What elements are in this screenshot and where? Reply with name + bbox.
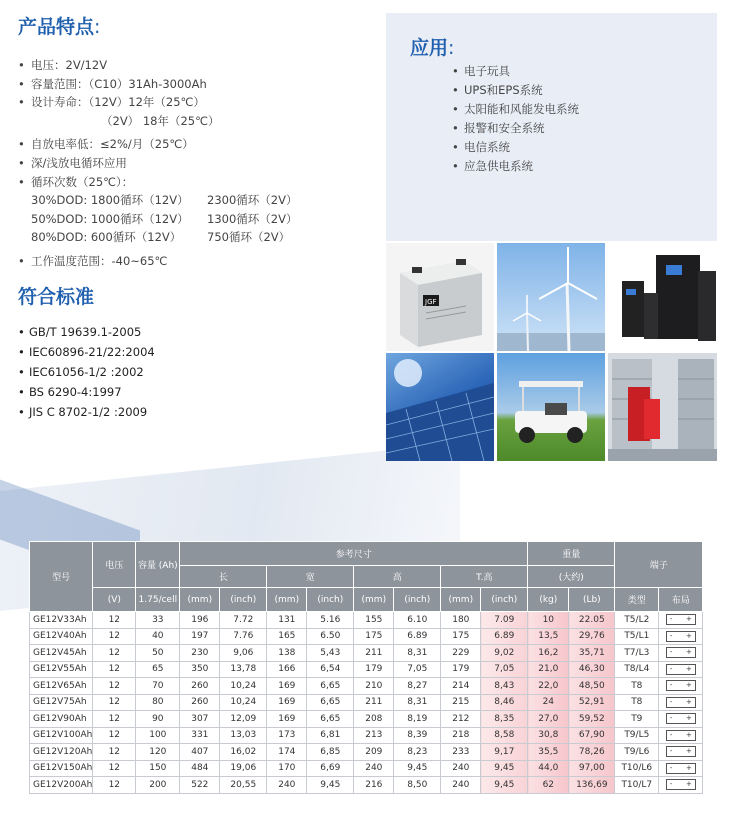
- table-cell: T10/L7: [615, 777, 659, 794]
- table-cell: 165: [267, 628, 307, 645]
- table-cell: 8,58: [481, 727, 528, 744]
- terminal-plus-sign: +: [685, 631, 692, 640]
- table-row: [30, 711, 703, 728]
- terminal-minus-sign: -: [669, 730, 673, 739]
- table-cell: 6.89: [394, 628, 441, 645]
- table-cell: 59,52: [569, 711, 615, 728]
- table-cell: GE12V55Ah: [30, 661, 93, 678]
- terminal-plus-sign: +: [685, 648, 692, 657]
- standards-list: [18, 322, 318, 422]
- table-cell: 16,02: [220, 744, 267, 761]
- energy-storage-photo: [608, 353, 717, 461]
- table-cell: 522: [180, 777, 220, 794]
- table-cell: 208: [354, 711, 394, 728]
- table-cell: T7/L3: [615, 645, 659, 662]
- terminal-layout-cell: [659, 777, 703, 794]
- terminal-plus-sign: +: [685, 697, 692, 706]
- table-cell: 6,81: [307, 727, 354, 744]
- table-cell: 211: [354, 645, 394, 662]
- table-cell: 30,8: [528, 727, 569, 744]
- feature-self-discharge: • 自放电率低：≤2%/月（25℃）: [18, 137, 194, 152]
- table-cell: 90: [136, 711, 180, 728]
- terminal-minus-sign: -: [669, 681, 673, 690]
- table-cell: 213: [354, 727, 394, 744]
- table-cell: 50: [136, 645, 180, 662]
- table-cell: 97,00: [569, 760, 615, 777]
- terminal-layout-cell: [659, 645, 703, 662]
- terminal-layout-cell: [659, 760, 703, 777]
- applications-list: [452, 62, 579, 176]
- features-title-colon: :: [94, 16, 101, 38]
- table-row: [30, 678, 703, 695]
- table-cell: 218: [441, 727, 481, 744]
- header-total-height: T.高: [441, 566, 528, 588]
- table-cell: 12: [93, 727, 136, 744]
- terminal-layout-icon: [666, 746, 696, 757]
- table-cell: GE12V150Ah: [30, 760, 93, 777]
- spec-table: [29, 541, 703, 794]
- cycle-row: 30%DOD: 1800循环（12V） 2300循环（2V）: [31, 193, 298, 208]
- terminal-layout-icon: [666, 631, 696, 642]
- table-cell: 180: [441, 612, 481, 629]
- table-cell: 10,24: [220, 694, 267, 711]
- table-cell: 260: [180, 694, 220, 711]
- table-cell: 6.50: [307, 628, 354, 645]
- terminal-layout-cell: [659, 678, 703, 695]
- table-cell: 240: [441, 777, 481, 794]
- table-cell: T9/L6: [615, 744, 659, 761]
- features-list: [18, 56, 378, 271]
- table-cell: 9,45: [481, 777, 528, 794]
- table-cell: 35,5: [528, 744, 569, 761]
- terminal-plus-sign: +: [685, 681, 692, 690]
- table-cell: 67,90: [569, 727, 615, 744]
- table-cell: 484: [180, 760, 220, 777]
- table-cell: 138: [267, 645, 307, 662]
- table-cell: 29,76: [569, 628, 615, 645]
- table-cell: 155: [354, 612, 394, 629]
- table-cell: 331: [180, 727, 220, 744]
- table-cell: 12: [93, 694, 136, 711]
- table-cell: 22.05: [569, 612, 615, 629]
- application-item: • 报警和安全系统: [452, 121, 545, 135]
- table-cell: 407: [180, 744, 220, 761]
- table-cell: 6.89: [481, 628, 528, 645]
- header-length: 长: [180, 566, 267, 588]
- table-cell: 65: [136, 661, 180, 678]
- header-weight: 重量: [528, 542, 615, 566]
- table-cell: T5/L2: [615, 612, 659, 629]
- table-cell: 6,54: [307, 661, 354, 678]
- table-cell: 12: [93, 711, 136, 728]
- table-cell: 307: [180, 711, 220, 728]
- table-cell: 27,0: [528, 711, 569, 728]
- header-unit-inch: (inch): [394, 588, 441, 612]
- header-voltage-unit: (V): [93, 588, 136, 612]
- table-cell: T9/L5: [615, 727, 659, 744]
- terminal-layout-cell: [659, 612, 703, 629]
- table-cell: T8/L4: [615, 661, 659, 678]
- table-cell: 9,17: [481, 744, 528, 761]
- table-cell: 10,24: [220, 678, 267, 695]
- terminal-minus-sign: -: [669, 747, 673, 756]
- applications-title: 应用:: [410, 37, 455, 59]
- table-cell: 6,69: [307, 760, 354, 777]
- table-cell: 7,05: [481, 661, 528, 678]
- table-cell: 7.09: [481, 612, 528, 629]
- table-cell: 16,2: [528, 645, 569, 662]
- table-cell: 9,02: [481, 645, 528, 662]
- table-cell: T9: [615, 711, 659, 728]
- table-cell: T8: [615, 694, 659, 711]
- table-row: [30, 744, 703, 761]
- cycle-row: 80%DOD: 600循环（12V） 750循环（2V）: [31, 230, 291, 245]
- table-cell: 33: [136, 612, 180, 629]
- header-terminal-type: 类型: [615, 588, 659, 612]
- table-cell: 230: [180, 645, 220, 662]
- table-row: [30, 760, 703, 777]
- header-voltage: 电压: [93, 542, 136, 588]
- table-cell: 233: [441, 744, 481, 761]
- header-unit-mm: (mm): [267, 588, 307, 612]
- spec-table-body: [30, 612, 703, 794]
- terminal-plus-sign: +: [685, 615, 692, 624]
- table-cell: T10/L6: [615, 760, 659, 777]
- feature-cycles: • 循环次数（25℃）：: [18, 174, 134, 189]
- terminal-plus-sign: +: [685, 780, 692, 789]
- table-cell: 13,5: [528, 628, 569, 645]
- table-cell: 350: [180, 661, 220, 678]
- table-cell: 197: [180, 628, 220, 645]
- table-cell: 136,69: [569, 777, 615, 794]
- table-cell: 40: [136, 628, 180, 645]
- table-cell: 48,50: [569, 678, 615, 695]
- table-cell: 19,06: [220, 760, 267, 777]
- table-cell: 169: [267, 678, 307, 695]
- header-unit-kg: (kg): [528, 588, 569, 612]
- terminal-layout-icon: [666, 614, 696, 625]
- table-cell: 52,91: [569, 694, 615, 711]
- table-cell: 211: [354, 694, 394, 711]
- table-cell: 150: [136, 760, 180, 777]
- feature-deep-cycle: • 深/浅放电循环应用: [18, 155, 127, 170]
- feature-temperature: • 工作温度范围：-40~65℃: [18, 253, 168, 268]
- header-unit-inch: (inch): [307, 588, 354, 612]
- table-row: [30, 645, 703, 662]
- terminal-minus-sign: -: [669, 631, 673, 640]
- features-title-text: 产品特点: [18, 16, 95, 38]
- table-cell: 8,19: [394, 711, 441, 728]
- table-cell: 216: [354, 777, 394, 794]
- standard-item: • BS 6290-4:1997: [18, 385, 122, 399]
- table-cell: 212: [441, 711, 481, 728]
- table-cell: 9,45: [307, 777, 354, 794]
- table-cell: T5/L1: [615, 628, 659, 645]
- terminal-layout-icon: [666, 664, 696, 675]
- table-cell: GE12V75Ah: [30, 694, 93, 711]
- table-cell: 8,27: [394, 678, 441, 695]
- standards-title: 符合标准: [18, 286, 95, 308]
- table-cell: 9,45: [481, 760, 528, 777]
- terminal-layout-cell: [659, 694, 703, 711]
- table-cell: 214: [441, 678, 481, 695]
- header-model: 型号: [30, 542, 93, 612]
- table-cell: 166: [267, 661, 307, 678]
- terminal-layout-cell: [659, 711, 703, 728]
- header-unit-inch: (inch): [481, 588, 528, 612]
- table-cell: 24: [528, 694, 569, 711]
- header-capacity-rate: 1.75/cell: [136, 588, 180, 612]
- header-unit-mm: (mm): [354, 588, 394, 612]
- table-cell: 120: [136, 744, 180, 761]
- table-cell: 9,45: [394, 760, 441, 777]
- table-cell: 8,50: [394, 777, 441, 794]
- table-cell: GE12V120Ah: [30, 744, 93, 761]
- table-cell: 179: [354, 661, 394, 678]
- standard-item: • JIS C 8702-1/2 :2009: [18, 405, 148, 419]
- header-unit-lb: (Lb): [569, 588, 615, 612]
- header-capacity: 容量 (Ah): [136, 542, 180, 588]
- table-cell: 12: [93, 661, 136, 678]
- feature-design-life: • 设计寿命：（12V）12年（25℃）: [18, 95, 205, 110]
- header-terminal: 端子: [615, 542, 703, 588]
- table-cell: 12: [93, 612, 136, 629]
- header-unit-mm: (mm): [441, 588, 481, 612]
- table-row: [30, 727, 703, 744]
- table-row: [30, 777, 703, 794]
- table-cell: 10: [528, 612, 569, 629]
- table-row: [30, 628, 703, 645]
- table-cell: T8: [615, 678, 659, 695]
- table-cell: 6,65: [307, 711, 354, 728]
- table-cell: GE12V100Ah: [30, 727, 93, 744]
- terminal-minus-sign: -: [669, 780, 673, 789]
- terminal-layout-icon: [666, 713, 696, 724]
- table-cell: 100: [136, 727, 180, 744]
- table-cell: 260: [180, 678, 220, 695]
- table-cell: 12: [93, 678, 136, 695]
- table-cell: 210: [354, 678, 394, 695]
- table-cell: 70: [136, 678, 180, 695]
- cycle-row: 50%DOD: 1000循环（12V） 1300循环（2V）: [31, 211, 298, 226]
- terminal-layout-icon: [666, 730, 696, 741]
- table-cell: 12: [93, 744, 136, 761]
- table-cell: 44,0: [528, 760, 569, 777]
- table-cell: 78,26: [569, 744, 615, 761]
- table-cell: 240: [354, 760, 394, 777]
- table-cell: 179: [441, 661, 481, 678]
- table-cell: 209: [354, 744, 394, 761]
- terminal-layout-cell: [659, 661, 703, 678]
- table-cell: 6,85: [307, 744, 354, 761]
- table-cell: 9,06: [220, 645, 267, 662]
- table-cell: 62: [528, 777, 569, 794]
- table-cell: 6,65: [307, 678, 354, 695]
- battery-logo: JGF: [425, 298, 437, 306]
- table-cell: 6,65: [307, 694, 354, 711]
- header-weight-approx: (大约): [528, 566, 615, 588]
- table-cell: 196: [180, 612, 220, 629]
- table-cell: 175: [441, 628, 481, 645]
- terminal-minus-sign: -: [669, 648, 673, 657]
- header-height: 高: [354, 566, 441, 588]
- table-cell: 7,05: [394, 661, 441, 678]
- golf-cart-photo: [497, 353, 605, 461]
- table-cell: 229: [441, 645, 481, 662]
- table-cell: 169: [267, 711, 307, 728]
- terminal-layout-cell: [659, 628, 703, 645]
- application-item: • 电信系统: [452, 140, 510, 154]
- terminal-layout-icon: [666, 647, 696, 658]
- table-cell: GE12V65Ah: [30, 678, 93, 695]
- table-cell: 7.76: [220, 628, 267, 645]
- table-cell: 5,43: [307, 645, 354, 662]
- table-cell: GE12V33Ah: [30, 612, 93, 629]
- table-cell: 5.16: [307, 612, 354, 629]
- header-unit-inch: (inch): [220, 588, 267, 612]
- table-row: [30, 694, 703, 711]
- table-cell: 8,23: [394, 744, 441, 761]
- feature-voltage: • 电压：2V/12V: [18, 58, 108, 72]
- table-cell: 240: [267, 777, 307, 794]
- feature-capacity: • 容量范围：（C10）31Ah-3000Ah: [18, 76, 207, 91]
- table-cell: 240: [441, 760, 481, 777]
- terminal-layout-cell: [659, 727, 703, 744]
- table-cell: 200: [136, 777, 180, 794]
- terminal-layout-icon: [666, 697, 696, 708]
- table-cell: 8,31: [394, 645, 441, 662]
- table-cell: GE12V200Ah: [30, 777, 93, 794]
- table-cell: 12: [93, 777, 136, 794]
- features-title: [18, 12, 100, 39]
- table-cell: 6.10: [394, 612, 441, 629]
- table-cell: 174: [267, 744, 307, 761]
- terminal-plus-sign: +: [685, 747, 692, 756]
- header-unit-mm: (mm): [180, 588, 220, 612]
- terminal-minus-sign: -: [669, 664, 673, 673]
- terminal-plus-sign: +: [685, 664, 692, 673]
- table-cell: 175: [354, 628, 394, 645]
- table-cell: 13,78: [220, 661, 267, 678]
- table-cell: 169: [267, 694, 307, 711]
- table-row: [30, 612, 703, 629]
- terminal-minus-sign: -: [669, 714, 673, 723]
- solar-panels-photo: [386, 353, 494, 461]
- terminal-layout-icon: [666, 680, 696, 691]
- table-cell: 46,30: [569, 661, 615, 678]
- table-cell: 13,03: [220, 727, 267, 744]
- header-terminal-layout: 布局: [659, 588, 703, 612]
- application-item: • 太阳能和风能发电系统: [452, 102, 579, 116]
- table-cell: 8,35: [481, 711, 528, 728]
- terminal-minus-sign: -: [669, 615, 673, 624]
- table-cell: 7.72: [220, 612, 267, 629]
- table-cell: 8,43: [481, 678, 528, 695]
- table-cell: 173: [267, 727, 307, 744]
- table-row: [30, 661, 703, 678]
- application-item: • 应急供电系统: [452, 159, 533, 173]
- terminal-plus-sign: +: [685, 763, 692, 772]
- table-cell: 8,39: [394, 727, 441, 744]
- table-cell: GE12V45Ah: [30, 645, 93, 662]
- table-cell: 20,55: [220, 777, 267, 794]
- feature-design-life-2v: （2V） 18年（25℃）: [101, 113, 220, 128]
- table-cell: GE12V40Ah: [30, 628, 93, 645]
- header-dimensions: 参考尺寸: [180, 542, 528, 566]
- terminal-plus-sign: +: [685, 714, 692, 723]
- table-cell: 12: [93, 760, 136, 777]
- table-cell: 8,31: [394, 694, 441, 711]
- table-cell: GE12V90Ah: [30, 711, 93, 728]
- standard-item: • IEC60896-21/22:2004: [18, 345, 155, 359]
- ups-cabinets-photo: [608, 243, 717, 351]
- terminal-plus-sign: +: [685, 730, 692, 739]
- table-cell: 215: [441, 694, 481, 711]
- application-item: • UPS和EPS系统: [452, 83, 543, 97]
- terminal-minus-sign: -: [669, 763, 673, 772]
- application-item: • 电子玩具: [452, 64, 510, 78]
- table-cell: 35,71: [569, 645, 615, 662]
- table-cell: 12: [93, 628, 136, 645]
- terminal-layout-icon: [666, 779, 696, 790]
- table-cell: 131: [267, 612, 307, 629]
- terminal-layout-cell: [659, 744, 703, 761]
- table-cell: 21,0: [528, 661, 569, 678]
- terminal-minus-sign: -: [669, 697, 673, 706]
- table-cell: 170: [267, 760, 307, 777]
- table-cell: 8,46: [481, 694, 528, 711]
- table-cell: 12,09: [220, 711, 267, 728]
- terminal-layout-icon: [666, 763, 696, 774]
- header-width: 宽: [267, 566, 354, 588]
- battery-photo: [386, 243, 494, 351]
- table-cell: 80: [136, 694, 180, 711]
- wind-turbines-photo: [497, 243, 605, 351]
- standard-item: • GB/T 19639.1-2005: [18, 325, 142, 339]
- table-cell: 22,0: [528, 678, 569, 695]
- standard-item: • IEC61056-1/2 :2002: [18, 365, 144, 379]
- table-cell: 12: [93, 645, 136, 662]
